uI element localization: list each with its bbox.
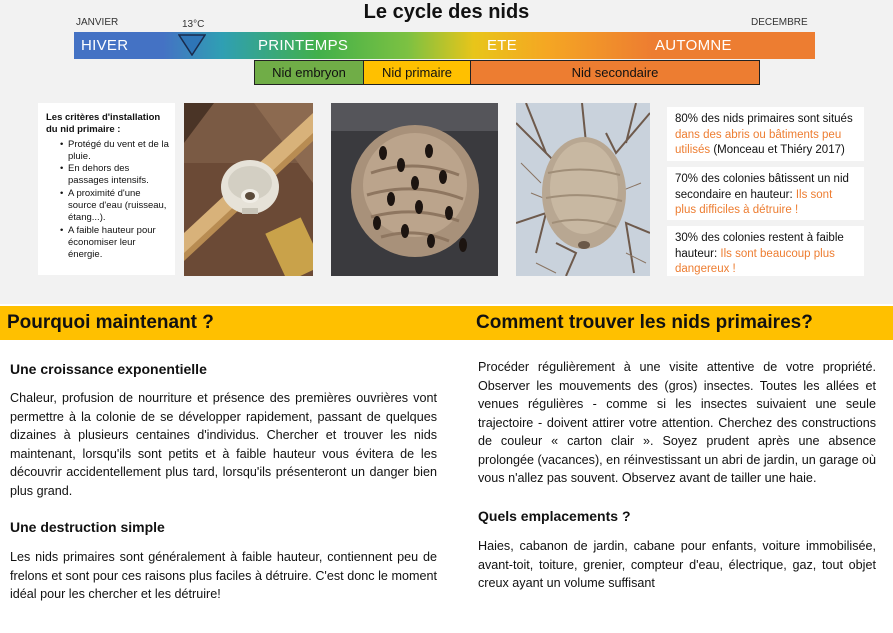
start-month-label: JANVIER (76, 17, 119, 28)
temperature-marker-icon (178, 34, 206, 56)
embryo-nest-photo (184, 103, 313, 276)
stat-suffix: (Monceau et Thiéry 2017) (710, 144, 845, 156)
stat-box-2 (667, 167, 864, 220)
right-paragraph-1: Procéder régulièrement à une visite attentive de votre propriété. Observer les mouvements des (gros) insectes. Toutes les allées et venues régulières - comme si les insectes suivaient une seule trajectoire - doivent attirer votre attention. Cherchez des constructions de couleur « carton clair ». Soyez prudent après une absence prolongée (vacances), en réinvestissant un abri de jardin, un garage où vous n'allez pas souvent. Observez avant de tailler une haie. (478, 360, 876, 485)
left-section-title: Pourquoi maintenant ? (7, 312, 214, 333)
criteria-item: • A faible hauteur pour économiser leur énergie. (46, 225, 169, 262)
stat-highlight: dans des abris ou bâtiments peu utilisés (675, 128, 842, 156)
left-paragraph-2: Les nids primaires sont généralement à faible hauteur, contiennent peu de frelons et sont pour ces raisons plus faciles à détruire. C'est donc le moment idéal pour les chercher et les détruire! (10, 550, 437, 601)
season-winter: HIVER (81, 37, 129, 54)
season-summer: ETE (487, 37, 518, 54)
criteria-item: • En dehors des passages intensifs. (46, 163, 169, 188)
stat-highlight: Ils sont plus difficiles à détruire ! (675, 188, 833, 216)
criteria-item: • A proximité d'une source d'eau (ruisseau, étang...). (46, 188, 169, 225)
criteria-item: • Protégé du vent et de la pluie. (46, 139, 169, 164)
right-paragraph-2: Haies, cabanon de jardin, cabane pour enfants, voiture immobilisée, avant-toit, toiture, grenier, compteur d'eau, électrique, gaz, tout objet creux ayant un volume suffisant (478, 539, 876, 590)
right-section-title: Comment trouver les nids primaires? (476, 312, 813, 333)
left-subheading-2: Une destruction simple (10, 519, 165, 535)
stage-secondary: Nid secondaire (470, 60, 760, 85)
stage-primary: Nid primaire (363, 60, 471, 85)
primary-nest-photo (331, 103, 498, 276)
temperature-label: 13°C (182, 19, 205, 30)
stat-text: 80% des nids primaires sont situés (675, 113, 853, 125)
right-subheading-2: Quels emplacements ? (478, 508, 631, 524)
secondary-nest-photo (516, 103, 650, 276)
season-spring: PRINTEMPS (258, 37, 349, 54)
criteria-box (38, 103, 175, 275)
stage-embryo: Nid embryon (254, 60, 364, 85)
season-autumn: AUTOMNE (655, 37, 732, 54)
infographic-panel (0, 0, 893, 304)
stat-box-3 (667, 226, 864, 276)
left-paragraph-1: Chaleur, profusion de nourriture et présence des premières ouvrières vont permettre à la colonie de se développer rapidement, passant de quelques dizaines à plusieurs centaines d'individus. Chercher et trouver les nids maintenant, lorsqu'ils sont petits et à faible hauteur vous évitera de les découvrir accidentellement plus tard, lorsqu'ils présenteront un danger bien plus grand. (10, 391, 437, 498)
end-month-label: DECEMBRE (751, 17, 808, 28)
criteria-list (46, 139, 169, 262)
stat-text: 30% des colonies restent à faible hauteur: (675, 232, 844, 260)
stat-box-1 (667, 107, 864, 161)
left-subheading-1: Une croissance exponentielle (10, 361, 207, 377)
stat-text: 70% des colonies bâtissent un nid secondaire en hauteur: (675, 173, 849, 201)
stat-highlight: Ils sont beaucoup plus dangereux ! (675, 247, 835, 275)
criteria-heading: Les critères d'installation du nid primaire : (46, 112, 161, 136)
page-title: Le cycle des nids (363, 1, 530, 23)
